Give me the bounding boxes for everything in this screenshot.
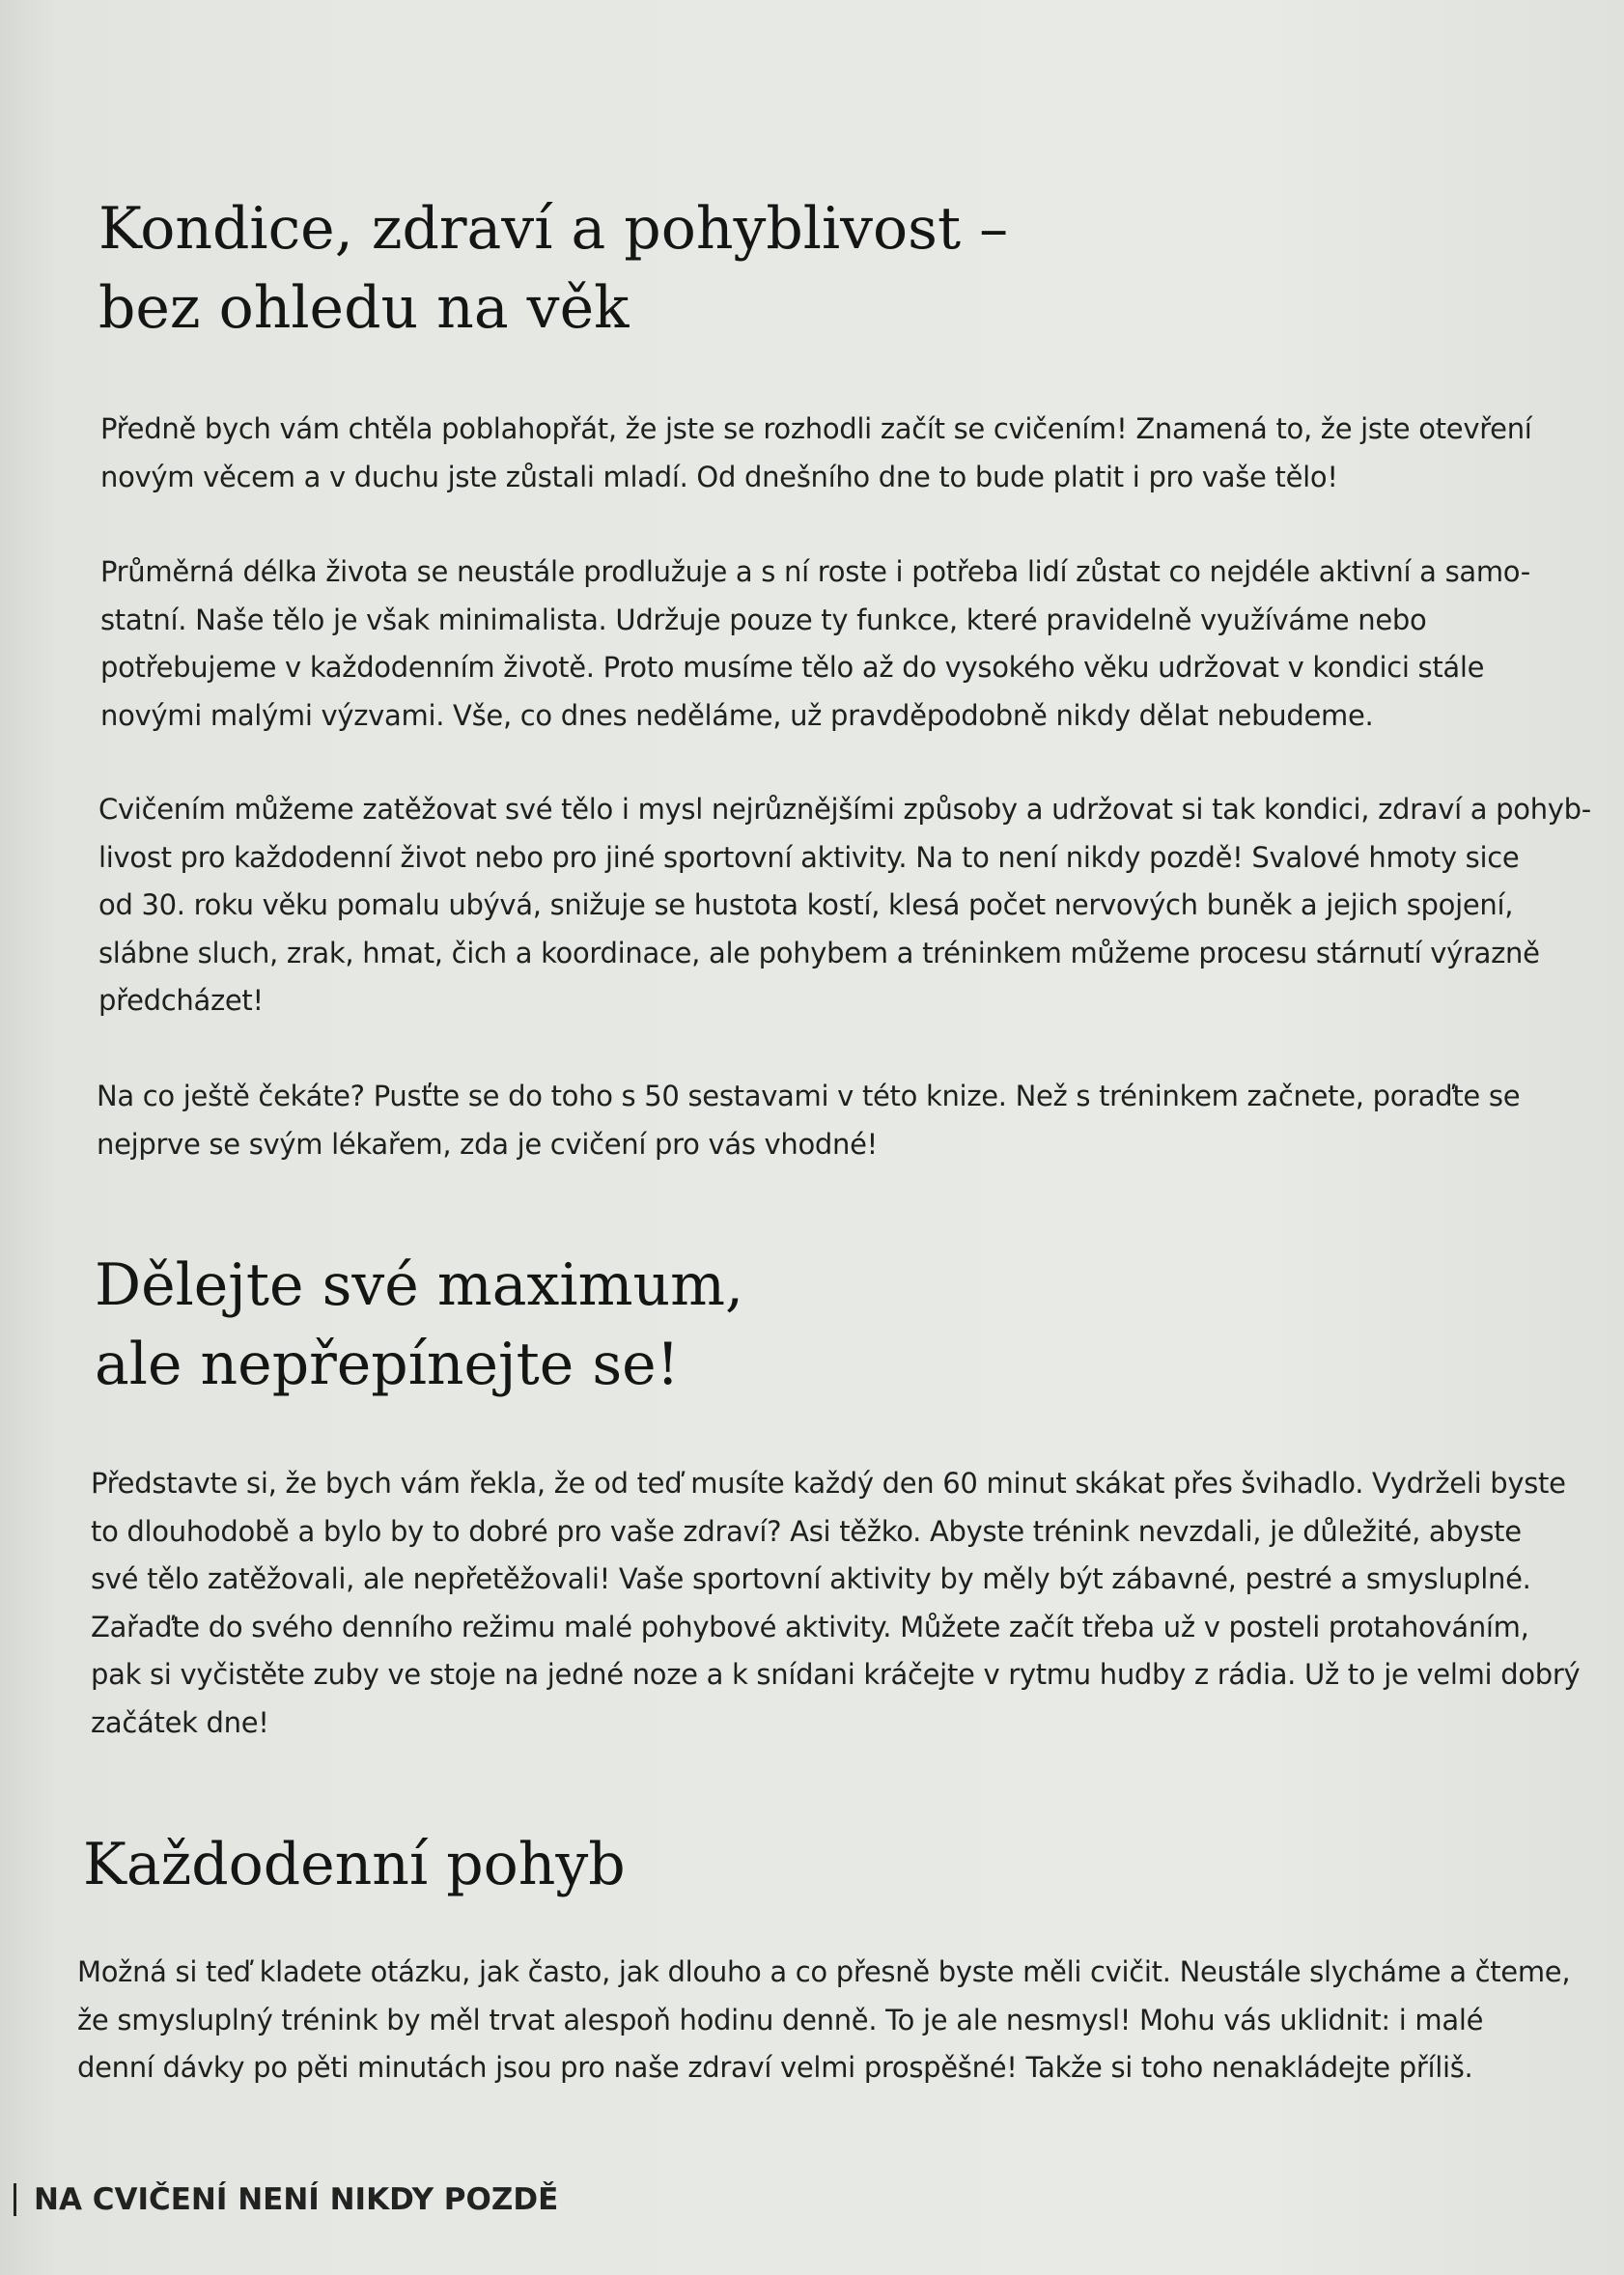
text-line: Průměrná délka života se neustále prodlužuje a s ní roste i potřeba lidí zůstat co nejdéle aktivní a samo- [100,555,1530,588]
text-line: potřebujeme v každodenním životě. Proto musíme tělo až do vysokého věku udržovat v kondici stále [100,651,1485,684]
text-line: novým věcem a v duchu jste zůstali mladí. Od dnešního dne to bude platit i pro vaše tělo! [100,460,1338,493]
text-line: Představte si, že bych vám řekla, že od teď musíte každý den 60 minut skákat přes švihadlo. Vydrželi byste [91,1467,1566,1500]
text-line: že smysluplný trénink by měl trvat alespoň hodinu denně. To je ale nesmysl! Mohu vás uklidnit: i malé [77,2003,1484,2036]
footer-divider-bar [14,2183,16,2216]
heading-line: bez ohledu na věk [98,274,630,342]
text-line: novými malými výzvami. Vše, co dnes neděláme, už pravděpodobně nikdy dělat nebudeme. [100,698,1374,732]
heading-line: ale nepřepínejte se! [95,1331,680,1398]
heading-fitness-health-mobility [98,189,1008,348]
text-line: nejprve se svým lékařem, zda je cvičení pro vás vhodné! [97,1127,878,1161]
paragraph-life-expectancy [100,548,1530,740]
text-line: Cvičením můžeme zatěžovat své tělo i mysl nejrůznějšími způsoby a udržovat si tak kondici, zdraví a pohyb- [98,793,1591,826]
text-line: denní dávky po pěti minutách jsou pro naše zdraví velmi prospěšné! Takže si toho nenakládejte příliš. [77,2051,1473,2084]
heading-do-your-best [95,1246,743,1404]
text-line: předcházet! [98,984,264,1017]
text-line: Zařaďte do svého denního režimu malé pohybové aktivity. Můžete začít třeba už v posteli protahováním, [91,1610,1529,1643]
text-line: Možná si teď kladete otázku, jak často, jak dlouho a co přesně byste měli cvičit. Neustále slycháme a čteme, [77,1955,1571,1988]
text-line: statní. Naše tělo je však minimalista. Udržuje pouze ty funkce, které pravidelně využíváme nebo [100,603,1427,636]
heading-line: Kondice, zdraví a pohyblivost – [98,195,1009,263]
text-line: livost pro každodenní život nebo pro jiné sportovní aktivity. Na to není nikdy pozdě! Svalové hmoty sice [98,840,1520,874]
paragraph-dont-overdo [91,1460,1580,1747]
text-line: to dlouhodobě a bylo by to dobré pro vaše zdraví? Asi těžko. Abyste trénink nevzdali, je důležité, abyste [91,1514,1522,1548]
running-title: NA CVIČENÍ NENÍ NIKDY POZDĚ [34,2182,559,2217]
paragraph-how-often [77,1949,1570,2092]
heading-line: Dělejte své maximum, [95,1251,744,1319]
paragraph-congratulations [100,406,1532,501]
paragraph-exercise-benefits [98,786,1591,1025]
text-line: pak si vyčistěte zuby ve stoje na jedné noze a k snídani kráčejte v rytmu hudby z rádia. Už to je velmi dobrý [91,1658,1581,1691]
text-line: začátek dne! [91,1705,269,1739]
heading-line: Každodenní pohyb [83,1831,626,1898]
heading-daily-movement [83,1825,626,1904]
text-line: Na co ještě čekáte? Pusťte se do toho s 50 sestavami v této knize. Než s tréninkem začnete, poraďte se [97,1080,1521,1112]
text-line: slábne sluch, zrak, hmat, čich a koordinace, ale pohybem a tréninkem můžeme procesu stárnutí výrazně [98,936,1540,969]
running-footer [14,2180,558,2219]
text-line: od 30. roku věku pomalu ubývá, snižuje se hustota kostí, klesá počet nervových buněk a jejich spojení, [98,888,1514,921]
paragraph-get-started [97,1073,1520,1168]
text-line: své tělo zatěžovali, ale nepřetěžovali! Vaše sportovní aktivity by měly být zábavné, pestré a smysluplné. [91,1562,1531,1595]
text-line: Předně bych vám chtěla poblahopřát, že jste se rozhodli začít se cvičením! Znamená to, že jste otevření [100,412,1532,445]
